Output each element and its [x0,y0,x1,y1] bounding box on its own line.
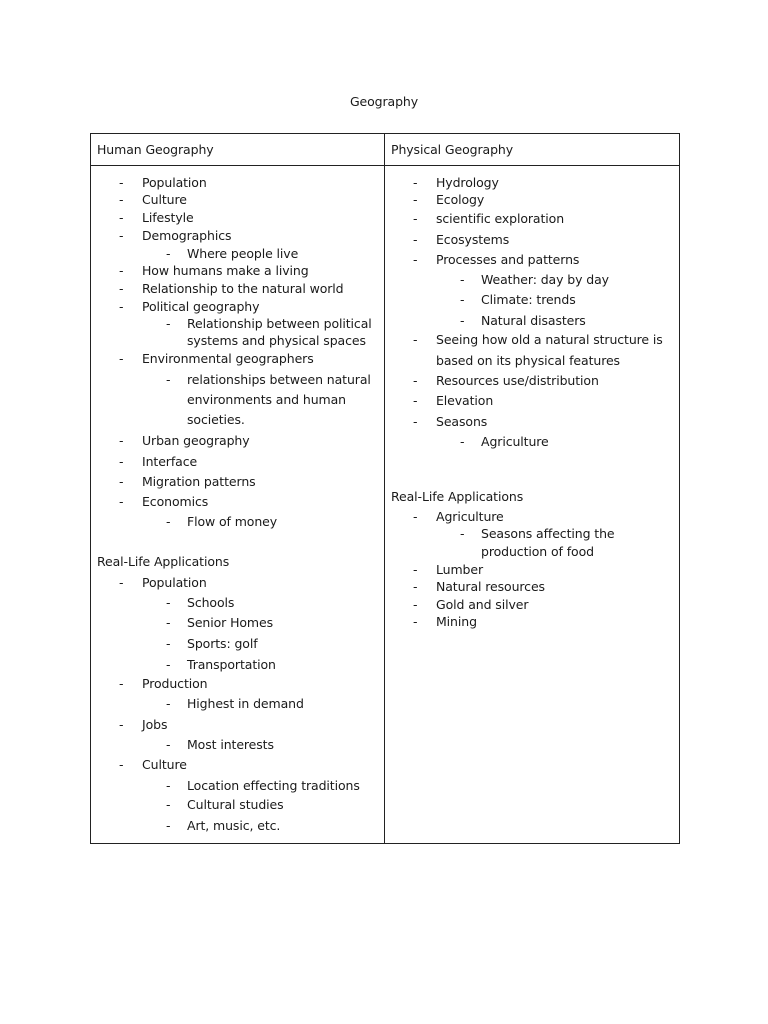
sub-list-item: systems and physical spaces [187,333,366,348]
bullet-dash: - [413,414,418,429]
sub-list-item: Flow of money [187,514,278,529]
list-item: Ecosystems [436,232,510,247]
list-item: Migration patterns [142,474,256,489]
bullet-dash: - [166,778,171,793]
bullet-dash: - [166,737,171,752]
sub-list-item: Transportation [187,657,276,672]
list-item: Seeing how old a natural structure is [436,332,663,347]
bullet-dash: - [166,696,171,711]
bullet-dash: - [119,263,124,278]
bullet-dash: - [166,595,171,610]
sub-list-item: Relationship between political [187,316,372,331]
list-item: Production [142,676,208,691]
bullet-dash: - [413,393,418,408]
real-life-applications-heading: Real-Life Applications [97,554,230,569]
bullet-dash: - [413,332,418,347]
sub-list-item: Schools [187,595,235,610]
physical-geography-header: Physical Geography [385,134,680,166]
bullet-dash: - [119,494,124,509]
bullet-dash: - [413,252,418,267]
bullet-dash: - [413,232,418,247]
list-item: Resources use/distribution [436,373,599,388]
bullet-dash: - [460,526,465,541]
human-geography-cell [91,166,385,844]
list-item: Culture [142,192,187,207]
bullet-dash: - [119,210,124,225]
bullet-dash: - [119,717,124,732]
sub-list-item: Cultural studies [187,797,284,812]
list-item: Elevation [436,393,494,408]
bullet-dash: - [166,615,171,630]
list-item: based on its physical features [436,353,620,368]
list-item: Culture [142,757,187,772]
bullet-dash: - [460,313,465,328]
list-item: Political geography [142,299,260,314]
bullet-dash: - [119,454,124,469]
bullet-dash: - [119,433,124,448]
sub-list-item: Agriculture [481,434,549,449]
bullet-dash: - [166,657,171,672]
sub-list-item: Senior Homes [187,615,274,630]
physical-geography-cell [385,166,680,844]
bullet-dash: - [413,192,418,207]
list-item: Processes and patterns [436,252,580,267]
sub-list-item: Highest in demand [187,696,304,711]
list-item: Seasons [436,414,488,429]
bullet-dash: - [460,292,465,307]
list-item: Lifestyle [142,210,194,225]
list-item: Population [142,175,207,190]
list-item: How humans make a living [142,263,309,278]
bullet-dash: - [119,676,124,691]
sub-list-item: Seasons affecting the [481,526,615,541]
list-item: Population [142,575,207,590]
bullet-dash: - [413,373,418,388]
list-item: Lumber [436,562,484,577]
geography-table [90,133,680,844]
list-item: Economics [142,494,209,509]
sub-list-item: relationships between natural [187,372,371,387]
bullet-dash: - [119,299,124,314]
bullet-dash: - [119,474,124,489]
page-title: Geography [349,94,419,109]
bullet-dash: - [119,757,124,772]
bullet-dash: - [460,434,465,449]
bullet-dash: - [119,175,124,190]
sub-list-item: Sports: golf [187,636,258,651]
sub-list-item: Weather: day by day [481,272,609,287]
list-item: Natural resources [436,579,545,594]
sub-list-item: environments and human [187,392,346,407]
bullet-dash: - [413,211,418,226]
bullet-dash: - [166,372,171,387]
bullet-dash: - [166,636,171,651]
header-row [91,134,680,166]
bullet-dash: - [166,818,171,833]
sub-list-item: Natural disasters [481,313,586,328]
bullet-dash: - [119,575,124,590]
bullet-dash: - [413,614,418,629]
sub-list-item: Most interests [187,737,274,752]
list-item: Urban geography [142,433,250,448]
sub-list-item: Climate: trends [481,292,576,307]
bullet-dash: - [166,316,171,331]
content-row [91,166,680,844]
list-item: Ecology [436,192,485,207]
bullet-dash: - [119,281,124,296]
bullet-dash: - [166,797,171,812]
list-item: Relationship to the natural world [142,281,344,296]
list-item: Demographics [142,228,232,243]
list-item: scientific exploration [436,211,565,226]
bullet-dash: - [413,579,418,594]
bullet-dash: - [166,514,171,529]
list-item: Gold and silver [436,597,529,612]
sub-list-item: Location effecting traditions [187,778,360,793]
bullet-dash: - [413,175,418,190]
list-item: Environmental geographers [142,351,314,366]
bullet-dash: - [413,597,418,612]
list-item: Agriculture [436,509,504,524]
sub-list-item: Art, music, etc. [187,818,281,833]
bullet-dash: - [413,562,418,577]
sub-list-item: societies. [187,412,245,427]
list-item: Mining [436,614,477,629]
sub-list-item: Where people live [187,246,299,261]
bullet-dash: - [119,351,124,366]
real-life-applications-heading: Real-Life Applications [391,489,524,504]
bullet-dash: - [413,509,418,524]
sub-list-item: production of food [481,544,594,559]
list-item: Interface [142,454,198,469]
bullet-dash: - [119,228,124,243]
human-geography-header: Human Geography [91,134,385,166]
list-item: Jobs [142,717,168,732]
bullet-dash: - [460,272,465,287]
bullet-dash: - [119,192,124,207]
list-item: Hydrology [436,175,499,190]
bullet-dash: - [166,246,171,261]
